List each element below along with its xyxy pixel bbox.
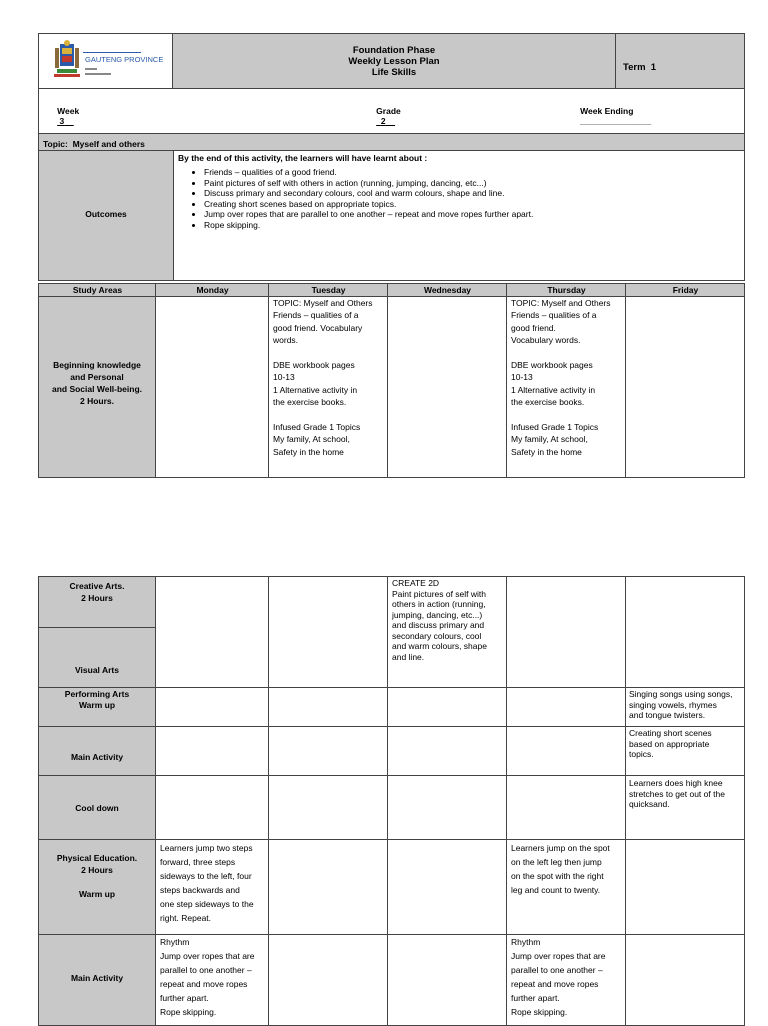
week-field bbox=[43, 96, 79, 136]
outcome-item: • Creating short scenes based on appropriate topics. bbox=[204, 199, 744, 210]
creative-arts-label-cell bbox=[38, 576, 156, 628]
col-header-wednesday: Wednesday bbox=[423, 285, 472, 295]
visual-arts-label: Visual Arts bbox=[75, 665, 119, 675]
plan-title-line-1: Foundation Phase bbox=[352, 45, 436, 56]
performing-arts-label: Performing Arts Warm up bbox=[64, 689, 130, 710]
cool-down-label: Cool down bbox=[75, 803, 119, 813]
visual-arts-label-cell bbox=[38, 627, 156, 688]
pe-main-label: Main Activity bbox=[70, 973, 124, 983]
col-header-tuesday: Tuesday bbox=[311, 285, 346, 295]
pe-main-friday bbox=[625, 934, 745, 1026]
week-value: 3 bbox=[59, 116, 65, 126]
grade-value: 2 bbox=[380, 116, 386, 126]
svg-text:GAUTENG PROVINCE: GAUTENG PROVINCE bbox=[85, 55, 164, 64]
col-header-friday: Friday bbox=[672, 285, 699, 295]
outcome-item: • Friends – qualities of a good friend. bbox=[204, 167, 744, 178]
topic-row bbox=[38, 133, 745, 151]
col-header-thursday: Thursday bbox=[547, 285, 586, 295]
outcome-item: • Paint pictures of self with others in action (running, jumping, dancing, etc...) bbox=[204, 178, 744, 189]
pe-wednesday bbox=[387, 839, 507, 935]
bk-tuesday: TOPIC: Myself and Others Friends – qualities of a good friend. Vocabulary words. DBE workbook pages 10-13 1 Alternative activity in the exercise books. Infused Grade 1 Topics My family, At school, Safety in the home bbox=[268, 296, 388, 478]
visual-friday bbox=[625, 576, 745, 688]
week-ending-value: _______________ bbox=[580, 116, 652, 126]
pe-main-monday: Rhythm Jump over ropes that are parallel to one another – repeat and move ropes further apart. Rope skipping. bbox=[155, 934, 269, 1026]
pe-thursday: Learners jump on the spot on the left leg then jump on the spot with the right leg and count to twenty. bbox=[506, 839, 626, 935]
pe-label: Physical Education. 2 Hours Warm up bbox=[56, 853, 138, 899]
lesson-plan-page-1 bbox=[0, 0, 768, 480]
grade-field bbox=[362, 96, 401, 136]
week-ending-label: Week Ending bbox=[580, 106, 634, 116]
cool-friday: Learners does high knee stretches to get out of the quicksand. bbox=[625, 775, 745, 840]
outcomes-intro: By the end of this activity, the learners will have learnt about : bbox=[178, 153, 428, 163]
pe-tuesday bbox=[268, 839, 388, 935]
term-label: Term 1 bbox=[623, 62, 657, 73]
outcome-item: • Jump over ropes that are parallel to one another – repeat and move ropes further apart. bbox=[204, 209, 744, 220]
bk-label: Beginning knowledge and Personal and Social Well-being. 2 Hours. bbox=[51, 360, 143, 406]
plan-title-line-2: Weekly Lesson Plan bbox=[348, 56, 440, 67]
col-header-monday: Monday bbox=[196, 285, 229, 295]
outcome-item: • Discuss primary and secondary colours, cool and warm colours, shape and line. bbox=[204, 188, 744, 199]
plan-title-cell bbox=[172, 33, 616, 89]
outcomes-content-cell bbox=[173, 150, 745, 281]
term-cell bbox=[615, 33, 745, 89]
pe-label-cell bbox=[38, 839, 156, 935]
visual-wednesday: CREATE 2D Paint pictures of self with others in action (running, jumping, dancing, etc...) and discuss primary and secondary colours, cool and warm colours, shape and line. bbox=[387, 576, 507, 688]
perf-tuesday bbox=[268, 687, 388, 727]
main-wednesday bbox=[387, 726, 507, 776]
week-ending-field bbox=[566, 96, 651, 136]
outcomes-list bbox=[174, 167, 744, 230]
visual-thursday bbox=[506, 576, 626, 688]
performing-arts-label-cell bbox=[38, 687, 156, 727]
perf-wednesday bbox=[387, 687, 507, 727]
cool-wednesday bbox=[387, 775, 507, 840]
outcomes-label-cell bbox=[38, 150, 174, 281]
perf-thursday bbox=[506, 687, 626, 727]
main-thursday bbox=[506, 726, 626, 776]
perf-friday: Singing songs using songs, singing vowels, rhymes and tongue twisters. bbox=[625, 687, 745, 727]
coat-of-arms-icon bbox=[54, 40, 80, 77]
grade-label: Grade bbox=[376, 106, 401, 116]
plan-title-line-3: Life Skills bbox=[371, 67, 417, 78]
cool-tuesday bbox=[268, 775, 388, 840]
bk-monday bbox=[155, 296, 269, 478]
topic-label: Topic: Myself and others bbox=[43, 139, 145, 149]
bk-thursday: TOPIC: Myself and Others Friends – qualities of a good friend. Vocabulary words. DBE workbook pages 10-13 1 Alternative activity in the exercise books. Infused Grade 1 Topics My family, At school, Safety in the home bbox=[506, 296, 626, 478]
main-tuesday bbox=[268, 726, 388, 776]
creative-arts-label: Creative Arts. 2 Hours bbox=[69, 581, 125, 603]
week-label: Week bbox=[57, 106, 80, 116]
main-activity-label-cell bbox=[38, 726, 156, 776]
outcomes-label: Outcomes bbox=[85, 209, 127, 219]
main-activity-label: Main Activity bbox=[70, 752, 124, 762]
cool-down-label-cell bbox=[38, 775, 156, 840]
pe-friday bbox=[625, 839, 745, 935]
cool-thursday bbox=[506, 775, 626, 840]
bk-wednesday bbox=[387, 296, 507, 478]
bk-label-cell bbox=[38, 296, 156, 478]
cool-monday bbox=[155, 775, 269, 840]
logo-cell bbox=[38, 33, 173, 89]
outcome-item: • Rope skipping. bbox=[204, 220, 744, 231]
visual-tuesday bbox=[268, 576, 388, 688]
week-row bbox=[38, 88, 745, 134]
days-header-row bbox=[38, 283, 745, 297]
lesson-plan-page-2 bbox=[0, 575, 768, 1024]
bk-friday bbox=[625, 296, 745, 478]
pe-main-thursday: Rhythm Jump over ropes that are parallel to one another – repeat and move ropes further apart. Rope skipping. bbox=[506, 934, 626, 1026]
main-friday: Creating short scenes based on appropriate topics. bbox=[625, 726, 745, 776]
pe-main-tuesday bbox=[268, 934, 388, 1026]
gauteng-logo bbox=[49, 40, 164, 84]
pe-monday: Learners jump two steps forward, three steps sideways to the left, four steps backwards and one step sideways to the right. Repeat. bbox=[155, 839, 269, 935]
pe-main-wednesday bbox=[387, 934, 507, 1026]
pe-main-label-cell bbox=[38, 934, 156, 1026]
main-monday bbox=[155, 726, 269, 776]
col-header-study-areas: Study Areas bbox=[72, 285, 123, 295]
perf-monday bbox=[155, 687, 269, 727]
visual-monday bbox=[155, 576, 269, 688]
